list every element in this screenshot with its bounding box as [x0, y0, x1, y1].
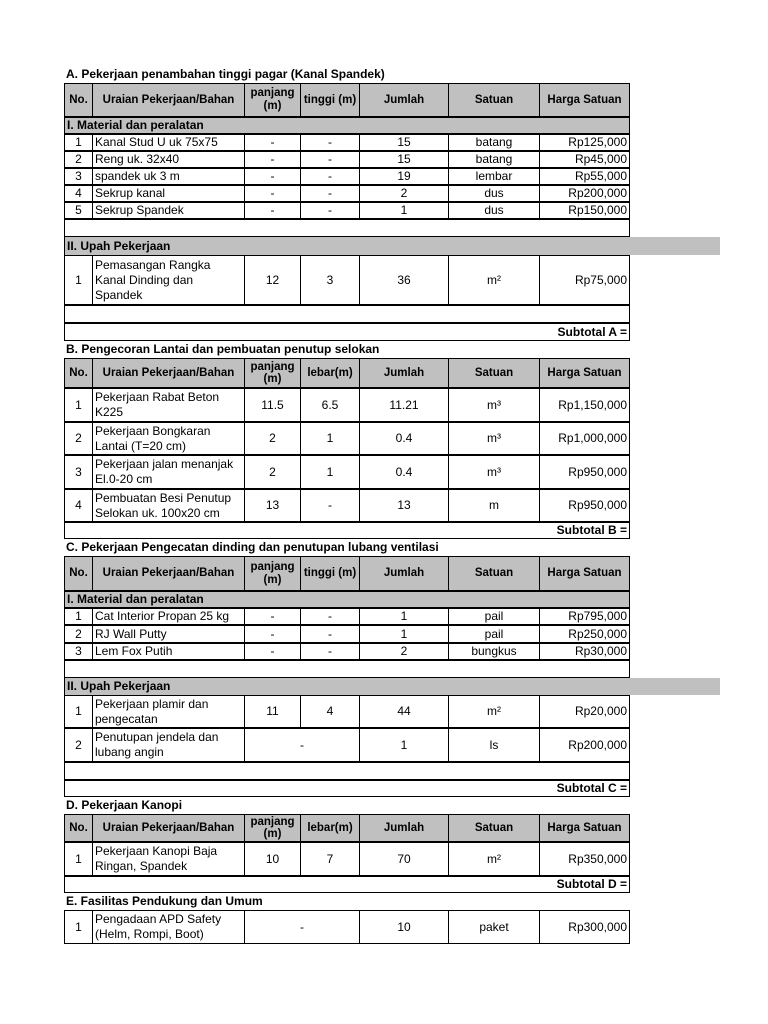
cell-satuan: m² — [448, 695, 540, 728]
header-jumlah: Jumlah — [359, 814, 449, 842]
blank-cell — [64, 305, 630, 323]
cell-satuan: ls — [448, 728, 540, 762]
table-row — [0, 728, 768, 762]
cell-tinggi: - — [300, 625, 360, 643]
cell-satuan: m³ — [448, 455, 540, 489]
cell-no: 4 — [64, 489, 93, 522]
header-panjang: panjang (m) — [244, 814, 301, 842]
header-harga: Harga Satuan — [539, 83, 630, 117]
cell-jumlah: 70 — [359, 842, 449, 876]
cell-jumlah: 1 — [359, 202, 449, 219]
blank-cell — [64, 762, 630, 780]
cell-desc: Sekrup Spandek — [92, 202, 245, 219]
cell-harga: Rp45,000 — [539, 151, 630, 168]
cell-desc: RJ Wall Putty — [92, 625, 245, 643]
table-row — [0, 910, 768, 944]
cell-panjang-tinggi-merged: - — [244, 910, 360, 944]
cell-satuan: m² — [448, 842, 540, 876]
header-harga: Harga Satuan — [539, 556, 630, 591]
header-jumlah: Jumlah — [359, 83, 449, 117]
cell-tinggi: - — [300, 134, 360, 151]
cell-no: 1 — [64, 910, 93, 944]
section-c-sub2-row — [0, 678, 768, 695]
subtotal-row — [0, 876, 768, 893]
cell-desc: Pekerjaan Rabat Beton K225 — [92, 388, 245, 422]
cell-no: 1 — [64, 695, 93, 728]
cell-desc: Lem Fox Putih — [92, 643, 245, 660]
section-b-title: B. Pengecoran Lantai dan pembuatan penutup selokan — [66, 342, 380, 356]
cell-no: 2 — [64, 422, 93, 455]
cell-satuan: pail — [448, 625, 540, 643]
cell-panjang: 2 — [244, 455, 301, 489]
cell-jumlah: 2 — [359, 185, 449, 202]
cell-harga: Rp55,000 — [539, 168, 630, 185]
cell-desc: Reng uk. 32x40 — [92, 151, 245, 168]
cell-lebar: 1 — [300, 455, 360, 489]
cell-desc: Cat Interior Propan 25 kg — [92, 608, 245, 625]
cell-lebar: 7 — [300, 842, 360, 876]
cell-desc: Pekerjaan Kanopi Baja Ringan, Spandek — [92, 842, 245, 876]
cell-no: 1 — [64, 608, 93, 625]
header-panjang: panjang (m) — [244, 358, 301, 388]
section-c-sub1-row — [0, 591, 768, 608]
header-tinggi: tinggi (m) — [300, 83, 360, 117]
header-no: No. — [64, 83, 93, 117]
section-c-title: C. Pekerjaan Pengecatan dinding dan penutupan lubang ventilasi — [66, 540, 439, 554]
blank-row — [0, 219, 768, 237]
subtotal-a-label: Subtotal A = — [64, 323, 630, 341]
section-a-sub1-row — [0, 117, 768, 134]
table-row — [0, 608, 768, 625]
cell-jumlah: 0.4 — [359, 422, 449, 455]
subtotal-row — [0, 522, 768, 539]
cell-harga: Rp250,000 — [539, 625, 630, 643]
header-tinggi: tinggi (m) — [300, 556, 360, 591]
cell-lebar: 6.5 — [300, 388, 360, 422]
cell-jumlah: 19 — [359, 168, 449, 185]
cell-panjang: 11.5 — [244, 388, 301, 422]
section-a-sub2-row — [0, 237, 768, 255]
cell-tinggi: - — [300, 608, 360, 625]
cell-satuan: dus — [448, 202, 540, 219]
cell-jumlah: 13 — [359, 489, 449, 522]
header-harga: Harga Satuan — [539, 814, 630, 842]
subtotal-d-label: Subtotal D = — [64, 876, 630, 893]
section-a-title: A. Pekerjaan penambahan tinggi pagar (Kanal Spandek) — [66, 67, 385, 81]
cell-satuan: paket — [448, 910, 540, 944]
blank-row — [0, 762, 768, 780]
cell-jumlah: 15 — [359, 134, 449, 151]
cell-desc: Pekerjaan Bongkaran Lantai (T=20 cm) — [92, 422, 245, 455]
subsection-label: I. Material dan peralatan — [64, 591, 630, 608]
header-satuan: Satuan — [448, 556, 540, 591]
cell-tinggi: - — [300, 643, 360, 660]
header-satuan: Satuan — [448, 83, 540, 117]
cell-harga: Rp300,000 — [539, 910, 630, 944]
cell-panjang-tinggi-merged: - — [244, 728, 360, 762]
cell-jumlah: 11.21 — [359, 388, 449, 422]
section-a-title-row — [0, 66, 768, 83]
header-uraian: Uraian Pekerjaan/Bahan — [92, 83, 245, 117]
cell-no: 5 — [64, 202, 93, 219]
blank-cell — [64, 660, 630, 678]
cell-no: 2 — [64, 625, 93, 643]
cell-desc: Pembuatan Besi Penutup Selokan uk. 100x20 cm — [92, 489, 245, 522]
header-uraian: Uraian Pekerjaan/Bahan — [92, 358, 245, 388]
cell-no: 3 — [64, 168, 93, 185]
cell-satuan: pail — [448, 608, 540, 625]
header-uraian: Uraian Pekerjaan/Bahan — [92, 814, 245, 842]
cell-no: 1 — [64, 255, 93, 305]
table-row — [0, 489, 768, 522]
cell-tinggi: 4 — [300, 695, 360, 728]
cell-harga: Rp950,000 — [539, 455, 630, 489]
cell-jumlah: 44 — [359, 695, 449, 728]
cell-tinggi: - — [300, 168, 360, 185]
section-b-header-row — [0, 358, 768, 388]
table-row — [0, 455, 768, 489]
table-row — [0, 643, 768, 660]
cell-desc: spandek uk 3 m — [92, 168, 245, 185]
header-no: No. — [64, 358, 93, 388]
subsection-label: II. Upah Pekerjaan — [64, 678, 720, 695]
cell-harga: Rp30,000 — [539, 643, 630, 660]
cell-satuan: m — [448, 489, 540, 522]
table-row — [0, 185, 768, 202]
header-jumlah: Jumlah — [359, 556, 449, 591]
section-c-header-row — [0, 556, 768, 591]
header-lebar: lebar(m) — [300, 358, 360, 388]
subtotal-row — [0, 323, 768, 341]
table-row — [0, 695, 768, 728]
cell-harga: Rp350,000 — [539, 842, 630, 876]
header-uraian: Uraian Pekerjaan/Bahan — [92, 556, 245, 591]
header-no: No. — [64, 814, 93, 842]
cell-jumlah: 0.4 — [359, 455, 449, 489]
cell-harga: Rp200,000 — [539, 728, 630, 762]
cell-no: 2 — [64, 151, 93, 168]
cell-lebar: 1 — [300, 422, 360, 455]
cell-panjang: 13 — [244, 489, 301, 522]
cell-harga: Rp20,000 — [539, 695, 630, 728]
cell-no: 1 — [64, 388, 93, 422]
cell-harga: Rp795,000 — [539, 608, 630, 625]
cell-panjang: - — [244, 168, 301, 185]
section-b-title-row — [0, 341, 768, 358]
cell-jumlah: 1 — [359, 728, 449, 762]
header-panjang: panjang (m) — [244, 556, 301, 591]
cell-panjang: - — [244, 151, 301, 168]
cell-tinggi: 3 — [300, 255, 360, 305]
section-d-header-row — [0, 814, 768, 842]
cell-harga: Rp1,150,000 — [539, 388, 630, 422]
cell-harga: Rp200,000 — [539, 185, 630, 202]
cell-satuan: batang — [448, 134, 540, 151]
table-row — [0, 168, 768, 185]
cell-satuan: m³ — [448, 388, 540, 422]
cell-satuan: bungkus — [448, 643, 540, 660]
cell-desc: Kanal Stud U uk 75x75 — [92, 134, 245, 151]
cell-panjang: 10 — [244, 842, 301, 876]
table-row — [0, 151, 768, 168]
header-harga: Harga Satuan — [539, 358, 630, 388]
table-row — [0, 842, 768, 876]
header-satuan: Satuan — [448, 814, 540, 842]
cell-panjang: - — [244, 608, 301, 625]
cell-no: 1 — [64, 842, 93, 876]
table-row — [0, 625, 768, 643]
subtotal-c-label: Subtotal C = — [64, 780, 630, 797]
cell-panjang: - — [244, 625, 301, 643]
cell-no: 3 — [64, 643, 93, 660]
cell-tinggi: - — [300, 151, 360, 168]
header-satuan: Satuan — [448, 358, 540, 388]
cell-panjang: - — [244, 643, 301, 660]
cell-panjang: - — [244, 202, 301, 219]
table-row — [0, 388, 768, 422]
cell-jumlah: 1 — [359, 608, 449, 625]
cell-jumlah: 36 — [359, 255, 449, 305]
cell-panjang: 12 — [244, 255, 301, 305]
table-row — [0, 134, 768, 151]
cell-harga: Rp75,000 — [539, 255, 630, 305]
section-e-title: E. Fasilitas Pendukung dan Umum — [66, 894, 263, 908]
cell-harga: Rp1,000,000 — [539, 422, 630, 455]
cell-tinggi: - — [300, 202, 360, 219]
cell-harga: Rp150,000 — [539, 202, 630, 219]
cell-satuan: m² — [448, 255, 540, 305]
subtotal-b-label: Subtotal B = — [64, 522, 630, 539]
cell-jumlah: 2 — [359, 643, 449, 660]
subsection-label: II. Upah Pekerjaan — [64, 237, 720, 255]
cell-tinggi: - — [300, 185, 360, 202]
cell-panjang: - — [244, 185, 301, 202]
table-row — [0, 422, 768, 455]
cell-lebar: - — [300, 489, 360, 522]
cell-satuan: dus — [448, 185, 540, 202]
cell-desc: Pekerjaan plamir dan pengecatan — [92, 695, 245, 728]
cell-no: 2 — [64, 728, 93, 762]
cell-jumlah: 1 — [359, 625, 449, 643]
cell-harga: Rp950,000 — [539, 489, 630, 522]
cell-no: 1 — [64, 134, 93, 151]
cell-panjang: - — [244, 134, 301, 151]
section-e-title-row — [0, 893, 768, 910]
cell-jumlah: 15 — [359, 151, 449, 168]
subtotal-row — [0, 780, 768, 797]
blank-row — [0, 660, 768, 678]
table-row — [0, 255, 768, 305]
section-d-title: D. Pekerjaan Kanopi — [66, 798, 183, 812]
section-c-title-row — [0, 539, 768, 556]
cell-harga: Rp125,000 — [539, 134, 630, 151]
header-jumlah: Jumlah — [359, 358, 449, 388]
blank-cell — [64, 219, 630, 237]
cell-satuan: lembar — [448, 168, 540, 185]
cell-satuan: m³ — [448, 422, 540, 455]
cell-jumlah: 10 — [359, 910, 449, 944]
cell-no: 3 — [64, 455, 93, 489]
header-panjang: panjang (m) — [244, 83, 301, 117]
cell-desc: Pemasangan Rangka Kanal Dinding dan Spandek — [92, 255, 245, 305]
header-lebar: lebar(m) — [300, 814, 360, 842]
section-d-title-row — [0, 797, 768, 814]
cell-desc: Pekerjaan jalan menanjak El.0-20 cm — [92, 455, 245, 489]
header-no: No. — [64, 556, 93, 591]
cell-desc: Sekrup kanal — [92, 185, 245, 202]
cell-desc: Penutupan jendela dan lubang angin — [92, 728, 245, 762]
blank-row — [0, 305, 768, 323]
cell-panjang: 11 — [244, 695, 301, 728]
cell-no: 4 — [64, 185, 93, 202]
cell-satuan: batang — [448, 151, 540, 168]
cell-panjang: 2 — [244, 422, 301, 455]
subsection-label: I. Material dan peralatan — [64, 117, 630, 134]
section-a-header-row — [0, 83, 768, 117]
table-row — [0, 202, 768, 219]
cell-desc: Pengadaan APD Safety (Helm, Rompi, Boot) — [92, 910, 245, 944]
